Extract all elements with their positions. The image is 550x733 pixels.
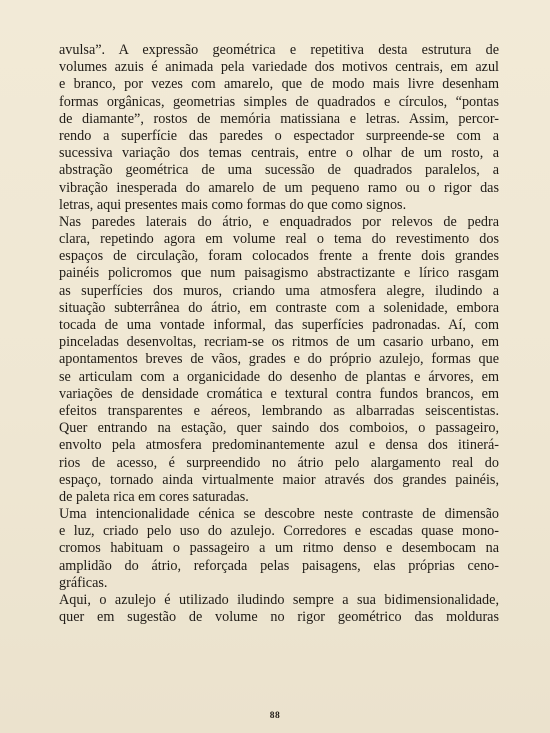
text-line: espaço, tornado ainda virtualmente maior através dos grandes painéis,	[59, 471, 499, 488]
text-line: avulsa”. A expressão geométrica e repetitiva desta estrutura de	[59, 42, 499, 58]
text-line: rios de acesso, é surpreendido no átrio pelo alargamento real do	[59, 454, 499, 471]
text-line: volumes azuis é animada pela variedade dos motivos centrais, em azul	[59, 59, 499, 76]
text-line: letras, aqui presentes mais como formas do que como signos.	[59, 196, 407, 213]
text-line: gráficas.	[59, 574, 108, 591]
text-line: cromos habituam o passageiro a um ritmo denso e desembocam na	[59, 540, 499, 557]
text-line: vibração inesperada do amarelo de um pequeno ramo ou o rigor das	[59, 179, 499, 196]
text-line: tocada de uma vontade informal, das superfícies padronadas. Aí, com	[59, 317, 499, 333]
body-text	[59, 42, 499, 626]
text-line: variações de densidade cromática e textural contra fundos brancos, em	[59, 385, 499, 402]
text-line: amplidão do átrio, reforçada pelas paisagens, elas próprias ceno-	[59, 557, 499, 574]
text-line: Nas paredes laterais do átrio, e enquadrados por relevos de pedra	[59, 213, 499, 230]
text-line: situação subterrânea do átrio, em contraste com a solenidade, embora	[59, 299, 499, 316]
text-line: sucessiva variação dos temas centrais, entre o olhar de um rosto, a	[59, 145, 499, 162]
text-line: abstração geométrica de uma sucessão de quadrados paralelos, a	[59, 162, 499, 179]
page-number: 88	[269, 711, 281, 721]
text-line: Aqui, o azulejo é utilizado iludindo sempre a sua bidimensionalidade,	[59, 592, 499, 608]
text-line: pinceladas desenvoltas, recriam-se os ritmos de um casario urbano, em	[59, 334, 499, 351]
text-line: rendo a superfície das paredes o espectador surpreende-se com a	[59, 127, 499, 144]
text-line: Uma intencionalidade cénica se descobre neste contraste de dimensão	[59, 506, 499, 523]
text-line: painéis policromos que num paisagismo abstractizante e lírico rasgam	[59, 265, 499, 282]
text-line: envolto pela atmosfera predominantemente azul e densa dos itinerá-	[59, 437, 499, 454]
text-line: espaços de circulação, foram colocados frente a frente dois grandes	[59, 248, 499, 265]
text-line: quer em sugestão de volume no rigor geométrico das molduras	[59, 609, 499, 626]
text-line: formas orgânicas, geometrias simples de quadrados e círculos, “pontas	[59, 93, 499, 110]
text-line: Quer entrando na estação, quer saindo dos comboios, o passageiro,	[59, 420, 499, 437]
text-line: as superfícies dos muros, criando uma atmosfera alegre, iludindo a	[59, 282, 499, 299]
text-line: clara, repetindo agora em volume real o tema do revestimento dos	[59, 231, 499, 248]
text-line: de paleta rica em cores saturadas.	[59, 488, 249, 505]
text-line: se articulam com a organicidade do desenho de plantas e árvores, em	[59, 368, 499, 385]
text-line: efeitos transparentes e aéreos, lembrando as albarradas seiscentistas.	[59, 402, 499, 419]
text-line: apontamentos breves de vãos, grades e do próprio azulejo, formas que	[59, 351, 499, 368]
text-line: e branco, por vezes com amarelo, que de modo mais livre desenham	[59, 76, 499, 93]
text-line: e luz, criado pelo uso do azulejo. Corredores e escadas quase mono-	[59, 523, 499, 540]
text-line: de diamante”, rostos de memória matissiana e letras. Assim, percor-	[59, 110, 499, 127]
